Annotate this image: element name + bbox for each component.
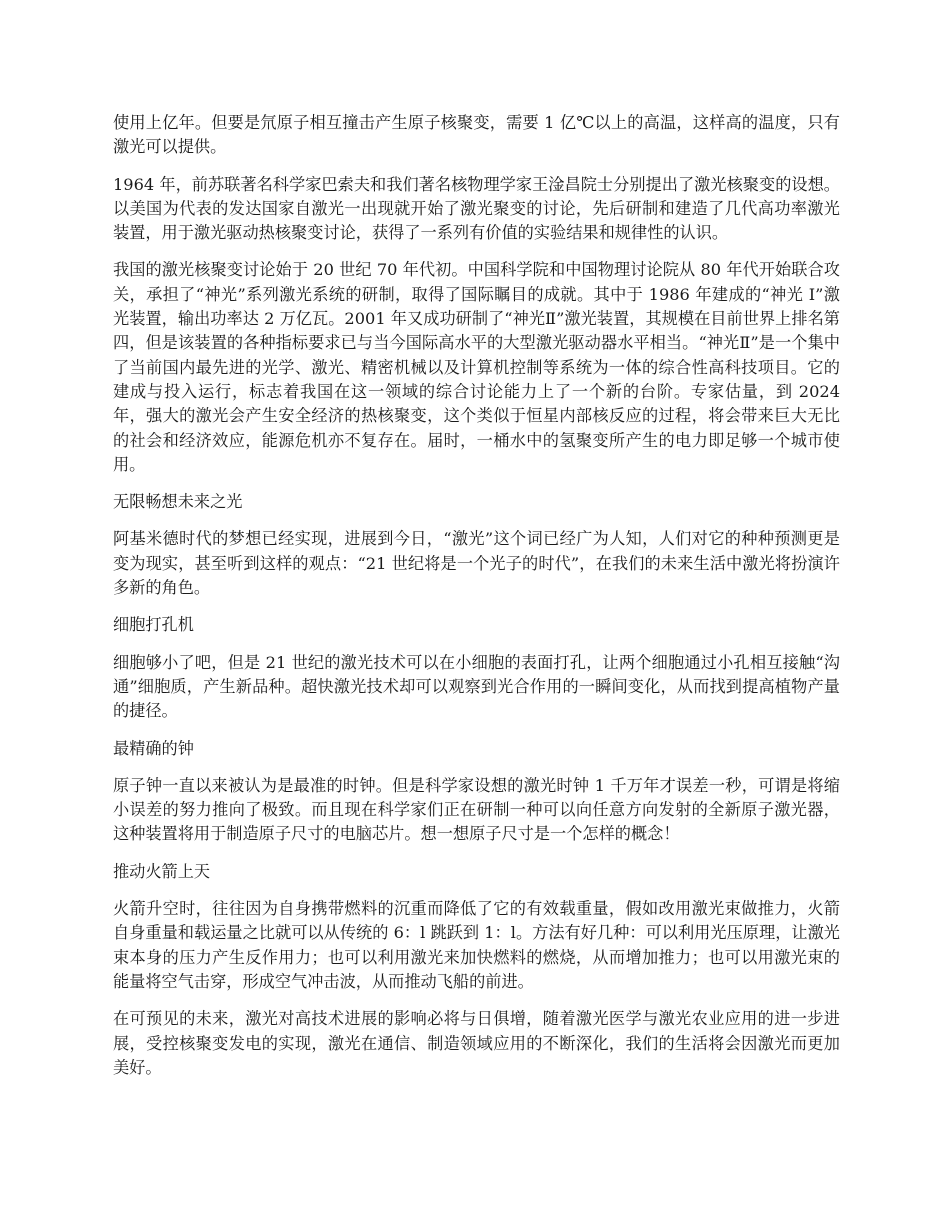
section-heading-cell-puncher: 细胞打孔机 xyxy=(113,615,194,635)
paragraph-rocket: 火箭升空时，往往因为自身携带燃料的沉重而降低了它的有效载重量，假如改用激光束做推力，火箭自身重量和载运量之比就可以从传统的 6：l 跳跃到 1：l。方法有好几种：可以利用光压原理，让激光束本身的压力产生反作用力；也可以利用激光来加快燃料的燃烧，从而增加推力；也可以用激光束的能量将空气击穿，形成空气冲击波，从而推动飞船的前进。 xyxy=(113,899,840,991)
paragraph-laser-fusion-history: 1964 年，前苏联著名科学家巴索夫和我们著名核物理学家王淦昌院士分别提出了激光核聚变的设想。以美国为代表的发达国家自激光一出现就开始了激光聚变的讨论，先后研制和建造了几代高功率激光装置，用于激光驱动热核聚变讨论，获得了一系列有价值的实验结果和规律性的认识。 xyxy=(113,174,840,243)
paragraph-fusion-temperature: 使用上亿年。但要是氘原子相互撞击产生原子核聚变，需要 1 亿℃以上的高温，这样高的温度，只有激光可以提供。 xyxy=(113,113,840,157)
paragraph-precise-clock: 原子钟一直以来被认为是最准的时钟。但是科学家设想的激光时钟 1 千万年才误差一秒，可谓是将缩小误差的努力推向了极致。而且现在科学家们正在研制一种可以向任意方向发射的全新原子激光器，这种装置将用于制造原子尺寸的电脑芯片。想一想原子尺寸是一个怎样的概念！ xyxy=(113,775,840,844)
section-heading-precise-clock: 最精确的钟 xyxy=(113,738,194,758)
section-heading-future-light: 无限畅想未来之光 xyxy=(113,492,243,512)
paragraph-conclusion: 在可预见的未来，激光对高技术进展的影响必将与日俱增，随着激光医学与激光农业应用的进一步进展，受控核聚变发电的实现，激光在通信、制造领域应用的不断深化，我们的生活将会因激光而更加美好。 xyxy=(113,1009,840,1077)
section-heading-rocket: 推动火箭上天 xyxy=(113,861,211,881)
paragraph-shenguang-program: 我国的激光核聚变讨论始于 20 世纪 70 年代初。中国科学院和中国物理讨论院从 80 年代开始联合攻关，承担了“神光”系列激光系统的研制，取得了国际瞩目的成就。其中于 1986 年建成的“神光 I”激光装置，输出功率达 2 万亿瓦。2001 年又成功研制了“神光Ⅱ”激光装置，其规模在目前世界上排名第四，但是该装置的各种指标要求已与当今国际高水平的大型激光驱动器水平相当。“神光Ⅱ”是一个集中了当前国内最先进的光学、激光、精密机械以及计算机控制等系统为一体的综合性高科技项目。它的建成与投入运行，标志着我国在这一领域的综合讨论能力上了一个新的台阶。专家估量，到 2024 年，强大的激光会产生安全经济的热核聚变，这个类似于恒星内部核反应的过程，将会带来巨大无比的社会和经济效应，能源危机亦不复存在。届时，一桶水中的氢聚变所产生的电力即足够一个城市使用。 xyxy=(113,260,840,474)
document-body xyxy=(113,111,840,1093)
paragraph-future-light: 阿基米德时代的梦想已经实现，进展到今日，“激光”这个词已经广为人知，人们对它的种种预测更是变为现实，甚至听到这样的观点：“21 世纪将是一个光子的时代”，在我们的未来生活中激光将扮演许多新的角色。 xyxy=(113,529,840,598)
paragraph-cell-puncher: 细胞够小了吧，但是 21 世纪的激光技术可以在小细胞的表面打孔，让两个细胞通过小孔相互接触“沟通”细胞质，产生新品种。超快激光技术却可以观察到光合作用的一瞬间变化，从而找到提高植物产量的捷径。 xyxy=(113,652,840,721)
